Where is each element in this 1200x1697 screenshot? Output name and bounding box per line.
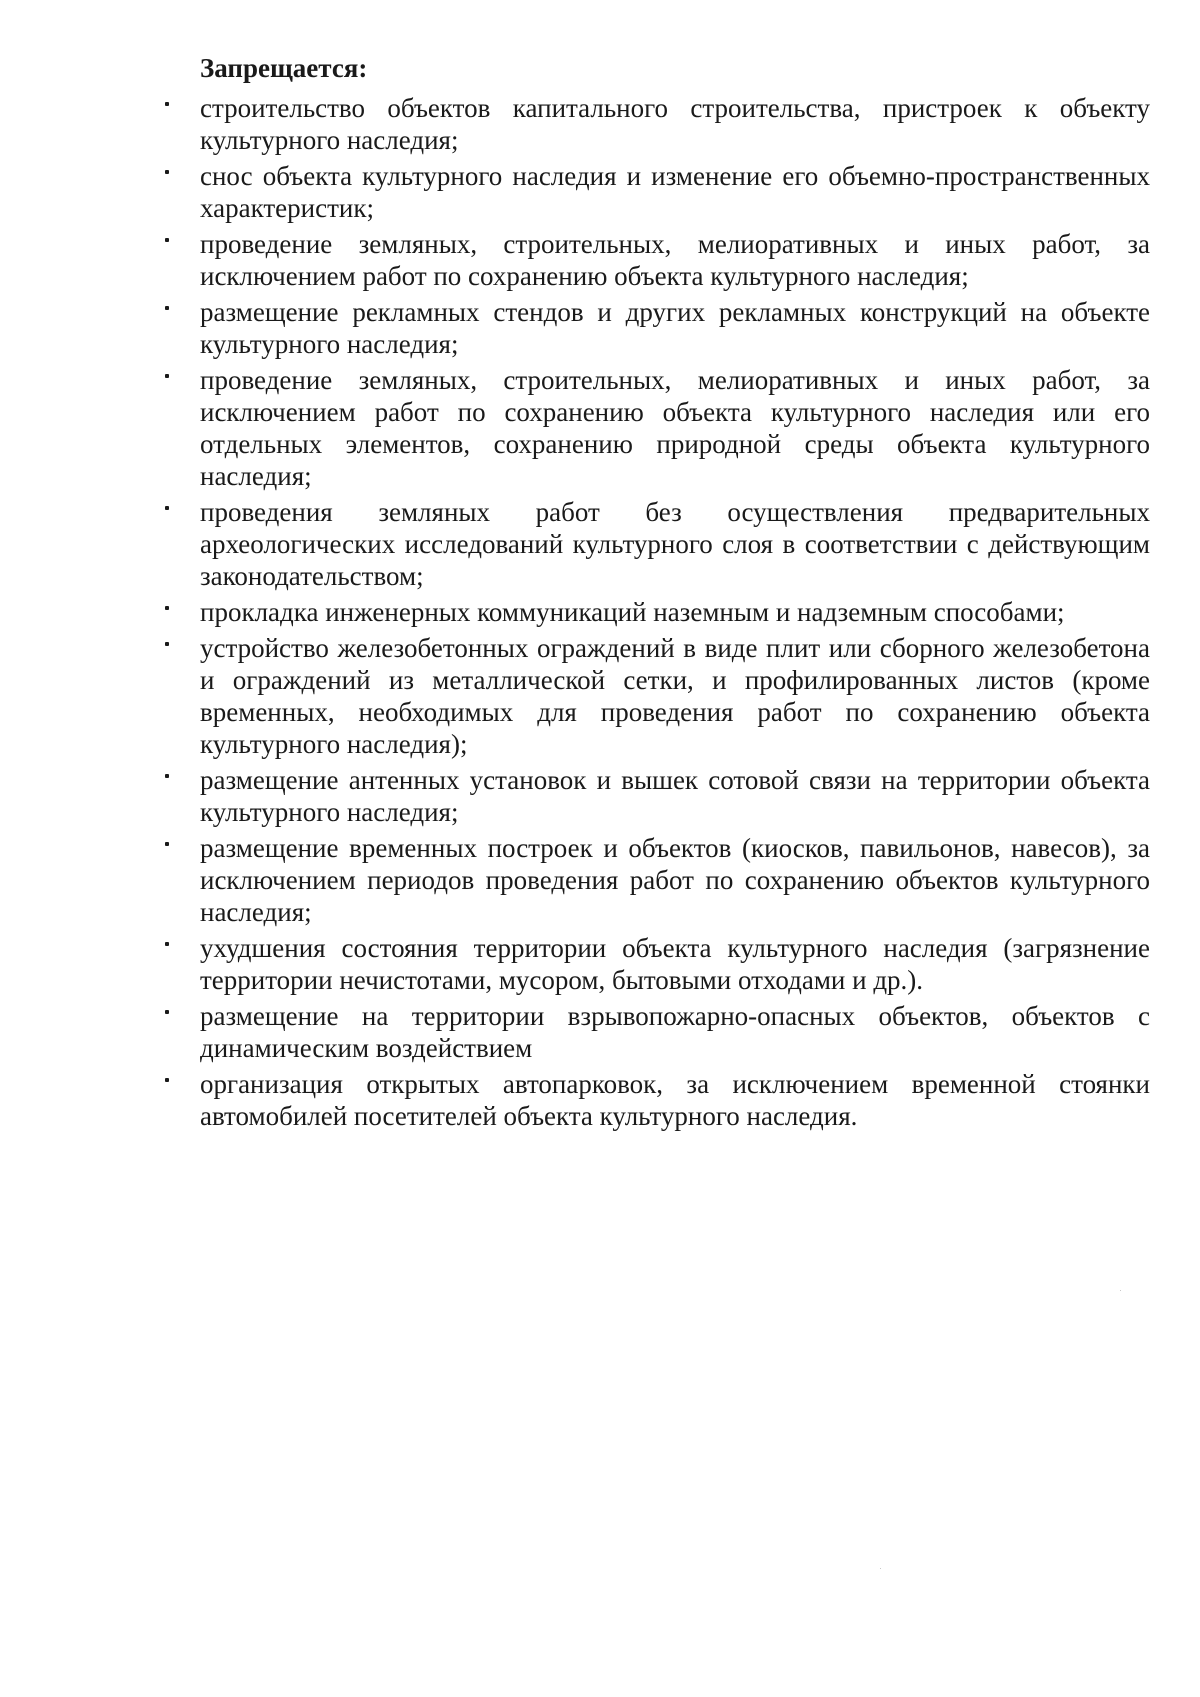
list-item-text: размещение на территории взрывопожарно-опасных объектов, объектов с динамическим воздействием — [200, 1001, 1150, 1063]
bullet-icon — [165, 170, 169, 174]
list-item — [165, 832, 1150, 928]
list-item-text: строительство объектов капитального строительства, пристроек к объекту культурного наследия; — [200, 93, 1150, 155]
list-item — [165, 296, 1150, 360]
list-item — [165, 632, 1150, 760]
list-item-text: ухудшения состояния территории объекта культурного наследия (загрязнение территории нечистотами, мусором, бытовыми отходами и др.). — [200, 933, 1150, 995]
list-item — [165, 496, 1150, 592]
bullet-icon — [165, 238, 169, 242]
document-heading: Запрещается: — [200, 53, 368, 83]
bullet-icon — [165, 102, 169, 106]
list-item — [165, 764, 1150, 828]
list-item — [165, 596, 1150, 628]
scan-speck — [1120, 1290, 1121, 1291]
list-item-text: прокладка инженерных коммуникаций наземным и надземным способами; — [200, 597, 1065, 627]
list-item-text: проведение земляных, строительных, мелиоративных и иных работ, за исключением работ по сохранению объекта культурного наследия; — [200, 229, 1150, 291]
bullet-icon — [165, 606, 169, 610]
list-item-text: устройство железобетонных ограждений в виде плит или сборного железобетона и ограждений из металлической сетки, и профилированных листов (кроме временных, необходимых для проведения работ по сохранению объекта культурного наследия); — [200, 633, 1150, 759]
bullet-icon — [165, 1078, 169, 1082]
list-item-text: размещение рекламных стендов и других рекламных конструкций на объекте культурного наследия; — [200, 297, 1150, 359]
list-item — [165, 160, 1150, 224]
list-item-text: проведение земляных, строительных, мелиоративных и иных работ, за исключением работ по сохранению объекта культурного наследия или его отдельных элементов, сохранению природной среды объекта культурного наследия; — [200, 365, 1150, 491]
bullet-icon — [165, 642, 169, 646]
list-item-text: проведения земляных работ без осуществления предварительных археологических исследований культурного слоя в соответствии с действующим законодательством; — [200, 497, 1150, 591]
list-item — [165, 364, 1150, 492]
bullet-icon — [165, 306, 169, 310]
list-item-text: организация открытых автопарковок, за исключением временной стоянки автомобилей посетителей объекта культурного наследия. — [200, 1069, 1150, 1131]
list-item — [165, 1068, 1150, 1132]
bullet-icon — [165, 774, 169, 778]
list-item — [165, 92, 1150, 156]
prohibitions-list — [165, 92, 1150, 1136]
bullet-icon — [165, 842, 169, 846]
bullet-icon — [165, 942, 169, 946]
list-item-text: размещение антенных установок и вышек сотовой связи на территории объекта культурного наследия; — [200, 765, 1150, 827]
list-item-text: снос объекта культурного наследия и изменение его объемно-пространственных характеристик; — [200, 161, 1150, 223]
scan-speck — [880, 1568, 881, 1569]
list-item — [165, 932, 1150, 996]
bullet-icon — [165, 374, 169, 378]
list-item — [165, 228, 1150, 292]
list-item-text: размещение временных построек и объектов (киосков, павильонов, навесов), за исключением периодов проведения работ по сохранению объектов культурного наследия; — [200, 833, 1150, 927]
list-item — [165, 1000, 1150, 1064]
bullet-icon — [165, 1010, 169, 1014]
bullet-icon — [165, 506, 169, 510]
